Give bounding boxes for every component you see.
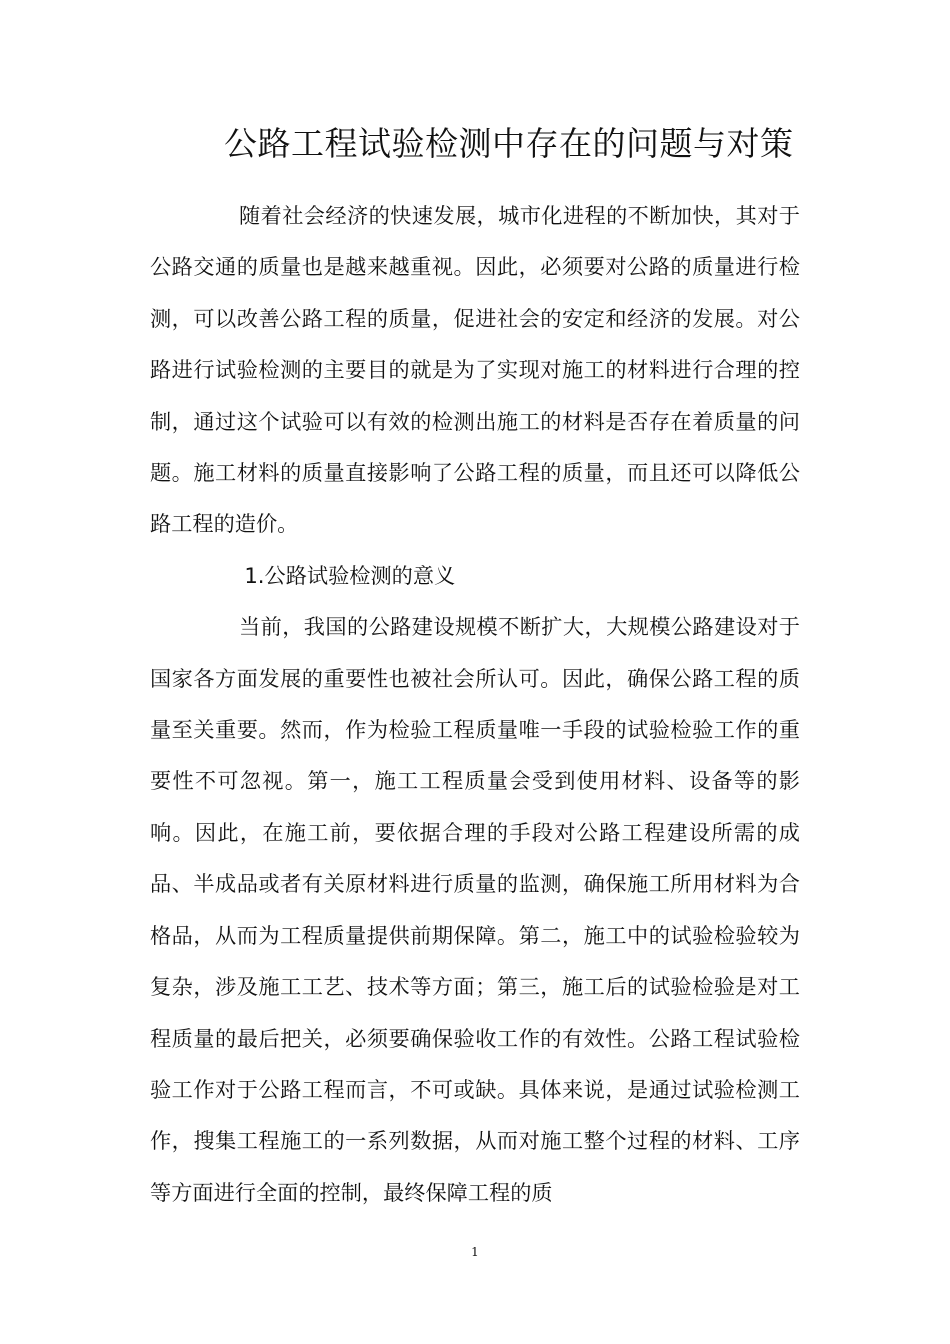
- document-body: [150, 190, 800, 1218]
- document-title: 公路工程试验检测中存在的问题与对策: [224, 124, 794, 163]
- section-paragraph: 当前，我国的公路建设规模不断扩大，大规模公路建设对于国家各方面发展的重要性也被社会所认可。因此，确保公路工程的质量至关重要。然而，作为检验工程质量唯一手段的试验检验工作的重要性不可忽视。第一，施工工程质量会受到使用材料、设备等的影响。因此，在施工前，要依据合理的手段对公路工程建设所需的成品、半成品或者有关原材料进行质量的监测，确保施工所用材料为合格品，从而为工程质量提供前期保障。第二，施工中的试验检验较为复杂，涉及施工工艺、技术等方面；第三，施工后的试验检验是对工程质量的最后把关，必须要确保验收工作的有效性。公路工程试验检验工作对于公路工程而言，不可或缺。具体来说，是通过试验检测工作，搜集工程施工的一系列数据，从而对施工整个过程的材料、工序等方面进行全面的控制，最终保障工程的质: [150, 614, 800, 1205]
- page-number: 1: [471, 1245, 479, 1259]
- section-heading: 1.公路试验检测的意义: [244, 562, 456, 588]
- intro-paragraph: 随着社会经济的快速发展，城市化进程的不断加快，其对于公路交通的质量也是越来越重视。因此，必须要对公路的质量进行检测，可以改善公路工程的质量，促进社会的安定和经济的发展。对公路进行试验检测的主要目的就是为了实现对施工的材料进行合理的控制，通过这个试验可以有效的检测出施工的材料是否存在着质量的问题。施工材料的质量直接影响了公路工程的质量，而且还可以降低公路工程的造价。: [150, 203, 800, 537]
